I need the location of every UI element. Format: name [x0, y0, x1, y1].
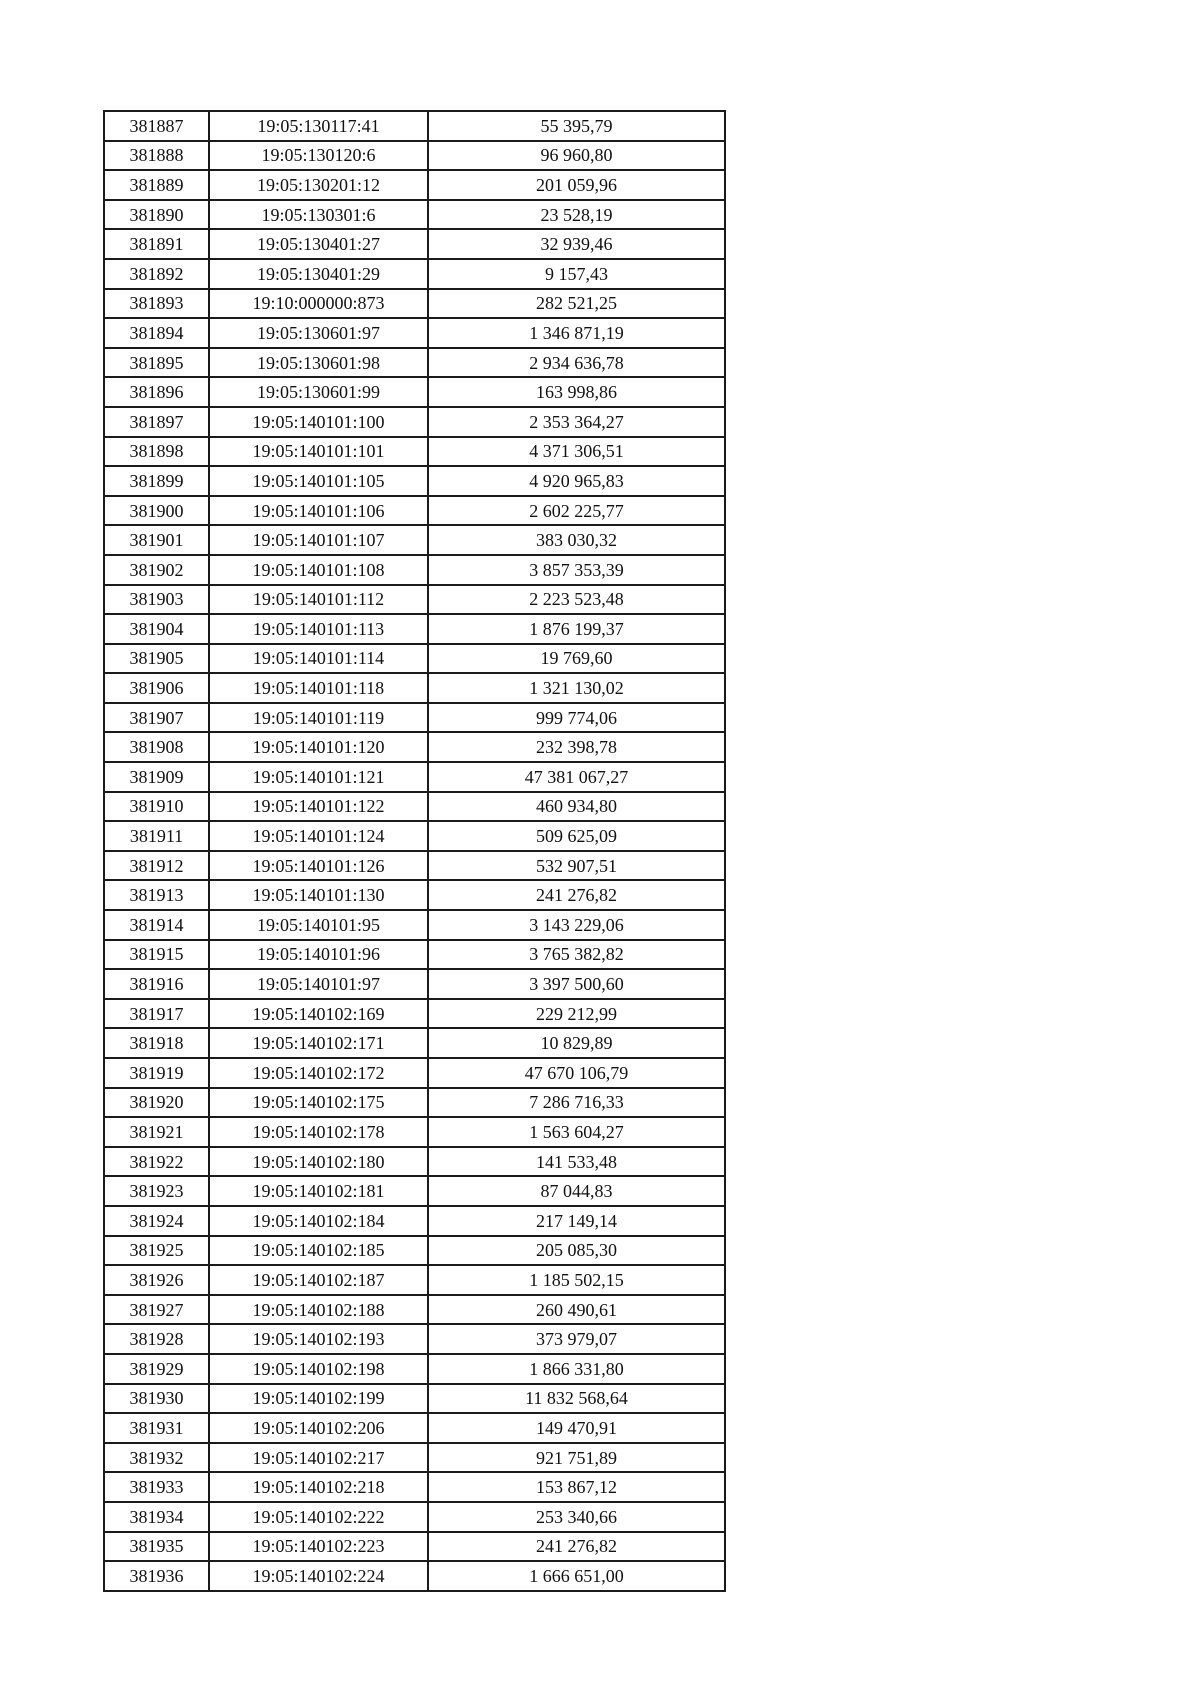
- cadastral-number-cell: 19:05:140101:105: [209, 466, 428, 496]
- cadastral-number-cell: 19:05:140102:180: [209, 1147, 428, 1177]
- table-row: [104, 1472, 725, 1502]
- row-number-cell: 381912: [104, 851, 209, 881]
- row-number-cell: 381919: [104, 1058, 209, 1088]
- cadastral-number-cell: 19:05:140101:107: [209, 525, 428, 555]
- cadastral-number-cell: 19:05:140101:106: [209, 496, 428, 526]
- cadastral-number-cell: 19:05:140101:113: [209, 614, 428, 644]
- cadastral-number-cell: 19:05:140102:193: [209, 1324, 428, 1354]
- table-row: [104, 1532, 725, 1562]
- value-cell: 3 765 382,82: [428, 940, 725, 970]
- row-number-cell: 381903: [104, 585, 209, 615]
- value-cell: 373 979,07: [428, 1324, 725, 1354]
- cadastral-number-cell: 19:05:130601:98: [209, 348, 428, 378]
- row-number-cell: 381927: [104, 1295, 209, 1325]
- value-cell: 205 085,30: [428, 1236, 725, 1266]
- value-cell: 1 866 331,80: [428, 1354, 725, 1384]
- row-number-cell: 381891: [104, 229, 209, 259]
- cadastral-number-cell: 19:05:130401:29: [209, 259, 428, 289]
- value-cell: 163 998,86: [428, 377, 725, 407]
- cadastral-number-cell: 19:05:140102:217: [209, 1443, 428, 1473]
- cadastral-number-cell: 19:05:140102:224: [209, 1561, 428, 1591]
- table-row: [104, 762, 725, 792]
- table-body: [104, 111, 725, 1591]
- row-number-cell: 381902: [104, 555, 209, 585]
- cadastral-number-cell: 19:05:140102:218: [209, 1472, 428, 1502]
- row-number-cell: 381896: [104, 377, 209, 407]
- value-cell: 2 353 364,27: [428, 407, 725, 437]
- table-row: [104, 1088, 725, 1118]
- value-cell: 383 030,32: [428, 525, 725, 555]
- value-cell: 7 286 716,33: [428, 1088, 725, 1118]
- cadastral-number-cell: 19:05:140101:108: [209, 555, 428, 585]
- row-number-cell: 381887: [104, 111, 209, 141]
- cadastral-number-cell: 19:05:140102:172: [209, 1058, 428, 1088]
- value-cell: 232 398,78: [428, 732, 725, 762]
- row-number-cell: 381936: [104, 1561, 209, 1591]
- cadastral-number-cell: 19:05:140102:171: [209, 1028, 428, 1058]
- table-row: [104, 1295, 725, 1325]
- table-row: [104, 437, 725, 467]
- value-cell: 96 960,80: [428, 141, 725, 171]
- row-number-cell: 381920: [104, 1088, 209, 1118]
- row-number-cell: 381929: [104, 1354, 209, 1384]
- table-row: [104, 585, 725, 615]
- table-row: [104, 348, 725, 378]
- value-cell: 229 212,99: [428, 999, 725, 1029]
- row-number-cell: 381909: [104, 762, 209, 792]
- cadastral-value-table: [103, 110, 726, 1592]
- cadastral-number-cell: 19:05:140101:96: [209, 940, 428, 970]
- value-cell: 32 939,46: [428, 229, 725, 259]
- value-cell: 55 395,79: [428, 111, 725, 141]
- table-row: [104, 170, 725, 200]
- row-number-cell: 381923: [104, 1176, 209, 1206]
- row-number-cell: 381915: [104, 940, 209, 970]
- cadastral-number-cell: 19:05:140101:126: [209, 851, 428, 881]
- row-number-cell: 381934: [104, 1502, 209, 1532]
- table-row: [104, 1206, 725, 1236]
- value-cell: 509 625,09: [428, 821, 725, 851]
- row-number-cell: 381932: [104, 1443, 209, 1473]
- row-number-cell: 381893: [104, 289, 209, 319]
- table-row: [104, 1324, 725, 1354]
- row-number-cell: 381926: [104, 1265, 209, 1295]
- table-row: [104, 880, 725, 910]
- value-cell: 47 381 067,27: [428, 762, 725, 792]
- row-number-cell: 381899: [104, 466, 209, 496]
- table-row: [104, 1413, 725, 1443]
- cadastral-number-cell: 19:05:140101:101: [209, 437, 428, 467]
- value-cell: 282 521,25: [428, 289, 725, 319]
- row-number-cell: 381888: [104, 141, 209, 171]
- value-cell: 3 857 353,39: [428, 555, 725, 585]
- value-cell: 532 907,51: [428, 851, 725, 881]
- table-row: [104, 999, 725, 1029]
- row-number-cell: 381930: [104, 1384, 209, 1414]
- cadastral-number-cell: 19:05:140101:120: [209, 732, 428, 762]
- table-row: [104, 141, 725, 171]
- table-row: [104, 1028, 725, 1058]
- table-row: [104, 525, 725, 555]
- cadastral-number-cell: 19:05:140101:122: [209, 792, 428, 822]
- row-number-cell: 381897: [104, 407, 209, 437]
- table-row: [104, 910, 725, 940]
- table-row: [104, 969, 725, 999]
- cadastral-number-cell: 19:05:140101:114: [209, 644, 428, 674]
- cadastral-number-cell: 19:05:130201:12: [209, 170, 428, 200]
- value-cell: 2 223 523,48: [428, 585, 725, 615]
- table-row: [104, 851, 725, 881]
- table-row: [104, 289, 725, 319]
- value-cell: 260 490,61: [428, 1295, 725, 1325]
- value-cell: 23 528,19: [428, 200, 725, 230]
- cadastral-number-cell: 19:05:140102:222: [209, 1502, 428, 1532]
- value-cell: 2 934 636,78: [428, 348, 725, 378]
- value-cell: 9 157,43: [428, 259, 725, 289]
- table-row: [104, 1236, 725, 1266]
- table-row: [104, 407, 725, 437]
- table-row: [104, 940, 725, 970]
- table-row: [104, 732, 725, 762]
- cadastral-number-cell: 19:05:130601:99: [209, 377, 428, 407]
- row-number-cell: 381911: [104, 821, 209, 851]
- table-row: [104, 1354, 725, 1384]
- cadastral-number-cell: 19:05:140101:124: [209, 821, 428, 851]
- value-cell: 153 867,12: [428, 1472, 725, 1502]
- row-number-cell: 381889: [104, 170, 209, 200]
- value-cell: 10 829,89: [428, 1028, 725, 1058]
- row-number-cell: 381918: [104, 1028, 209, 1058]
- cadastral-number-cell: 19:05:140101:130: [209, 880, 428, 910]
- row-number-cell: 381914: [104, 910, 209, 940]
- table-row: [104, 200, 725, 230]
- table-row: [104, 496, 725, 526]
- value-cell: 141 533,48: [428, 1147, 725, 1177]
- row-number-cell: 381916: [104, 969, 209, 999]
- value-cell: 253 340,66: [428, 1502, 725, 1532]
- value-cell: 999 774,06: [428, 703, 725, 733]
- value-cell: 19 769,60: [428, 644, 725, 674]
- cadastral-number-cell: 19:05:130601:97: [209, 318, 428, 348]
- table-row: [104, 1502, 725, 1532]
- value-cell: 11 832 568,64: [428, 1384, 725, 1414]
- table-row: [104, 1117, 725, 1147]
- value-cell: 201 059,96: [428, 170, 725, 200]
- cadastral-number-cell: 19:05:140102:206: [209, 1413, 428, 1443]
- cadastral-number-cell: 19:05:130117:41: [209, 111, 428, 141]
- cadastral-number-cell: 19:05:140102:169: [209, 999, 428, 1029]
- table-row: [104, 1443, 725, 1473]
- table-row: [104, 555, 725, 585]
- row-number-cell: 381928: [104, 1324, 209, 1354]
- value-cell: 241 276,82: [428, 1532, 725, 1562]
- row-number-cell: 381913: [104, 880, 209, 910]
- value-cell: 1 563 604,27: [428, 1117, 725, 1147]
- cadastral-number-cell: 19:05:140101:112: [209, 585, 428, 615]
- table-row: [104, 259, 725, 289]
- cadastral-number-cell: 19:05:140102:199: [209, 1384, 428, 1414]
- table-row: [104, 1265, 725, 1295]
- value-cell: 3 397 500,60: [428, 969, 725, 999]
- row-number-cell: 381907: [104, 703, 209, 733]
- value-cell: 2 602 225,77: [428, 496, 725, 526]
- table-row: [104, 703, 725, 733]
- row-number-cell: 381931: [104, 1413, 209, 1443]
- value-cell: 4 920 965,83: [428, 466, 725, 496]
- table-row: [104, 792, 725, 822]
- table-row: [104, 111, 725, 141]
- row-number-cell: 381908: [104, 732, 209, 762]
- cadastral-number-cell: 19:05:140102:184: [209, 1206, 428, 1236]
- value-cell: 149 470,91: [428, 1413, 725, 1443]
- row-number-cell: 381922: [104, 1147, 209, 1177]
- row-number-cell: 381910: [104, 792, 209, 822]
- value-cell: 217 149,14: [428, 1206, 725, 1236]
- value-cell: 1 876 199,37: [428, 614, 725, 644]
- value-cell: 3 143 229,06: [428, 910, 725, 940]
- cadastral-number-cell: 19:05:140102:178: [209, 1117, 428, 1147]
- table-row: [104, 673, 725, 703]
- cadastral-number-cell: 19:05:140101:100: [209, 407, 428, 437]
- cadastral-number-cell: 19:05:140102:188: [209, 1295, 428, 1325]
- cadastral-number-cell: 19:05:140101:119: [209, 703, 428, 733]
- row-number-cell: 381906: [104, 673, 209, 703]
- value-cell: 241 276,82: [428, 880, 725, 910]
- cadastral-number-cell: 19:05:140102:223: [209, 1532, 428, 1562]
- row-number-cell: 381924: [104, 1206, 209, 1236]
- table-row: [104, 1176, 725, 1206]
- cadastral-number-cell: 19:05:140101:121: [209, 762, 428, 792]
- row-number-cell: 381892: [104, 259, 209, 289]
- table-row: [104, 644, 725, 674]
- value-cell: 1 666 651,00: [428, 1561, 725, 1591]
- table-row: [104, 1384, 725, 1414]
- table-row: [104, 1058, 725, 1088]
- cadastral-number-cell: 19:05:140102:181: [209, 1176, 428, 1206]
- row-number-cell: 381905: [104, 644, 209, 674]
- row-number-cell: 381917: [104, 999, 209, 1029]
- cadastral-number-cell: 19:05:140101:118: [209, 673, 428, 703]
- cadastral-number-cell: 19:05:140102:185: [209, 1236, 428, 1266]
- value-cell: 1 185 502,15: [428, 1265, 725, 1295]
- cadastral-number-cell: 19:05:130120:6: [209, 141, 428, 171]
- value-cell: 87 044,83: [428, 1176, 725, 1206]
- table-row: [104, 1561, 725, 1591]
- cadastral-number-cell: 19:05:140102:198: [209, 1354, 428, 1384]
- cadastral-number-cell: 19:05:140102:187: [209, 1265, 428, 1295]
- table-row: [104, 821, 725, 851]
- value-cell: 47 670 106,79: [428, 1058, 725, 1088]
- row-number-cell: 381935: [104, 1532, 209, 1562]
- row-number-cell: 381898: [104, 437, 209, 467]
- row-number-cell: 381901: [104, 525, 209, 555]
- table-row: [104, 318, 725, 348]
- value-cell: 460 934,80: [428, 792, 725, 822]
- table-row: [104, 466, 725, 496]
- row-number-cell: 381894: [104, 318, 209, 348]
- cadastral-number-cell: 19:05:130301:6: [209, 200, 428, 230]
- cadastral-number-cell: 19:05:140101:95: [209, 910, 428, 940]
- cadastral-number-cell: 19:05:140101:97: [209, 969, 428, 999]
- row-number-cell: 381904: [104, 614, 209, 644]
- cadastral-number-cell: 19:05:140102:175: [209, 1088, 428, 1118]
- cadastral-number-cell: 19:10:000000:873: [209, 289, 428, 319]
- row-number-cell: 381921: [104, 1117, 209, 1147]
- row-number-cell: 381895: [104, 348, 209, 378]
- row-number-cell: 381933: [104, 1472, 209, 1502]
- table-row: [104, 229, 725, 259]
- value-cell: 1 321 130,02: [428, 673, 725, 703]
- value-cell: 1 346 871,19: [428, 318, 725, 348]
- row-number-cell: 381900: [104, 496, 209, 526]
- table-row: [104, 614, 725, 644]
- value-cell: 921 751,89: [428, 1443, 725, 1473]
- cadastral-number-cell: 19:05:130401:27: [209, 229, 428, 259]
- row-number-cell: 381925: [104, 1236, 209, 1266]
- table-row: [104, 377, 725, 407]
- table-row: [104, 1147, 725, 1177]
- value-cell: 4 371 306,51: [428, 437, 725, 467]
- row-number-cell: 381890: [104, 200, 209, 230]
